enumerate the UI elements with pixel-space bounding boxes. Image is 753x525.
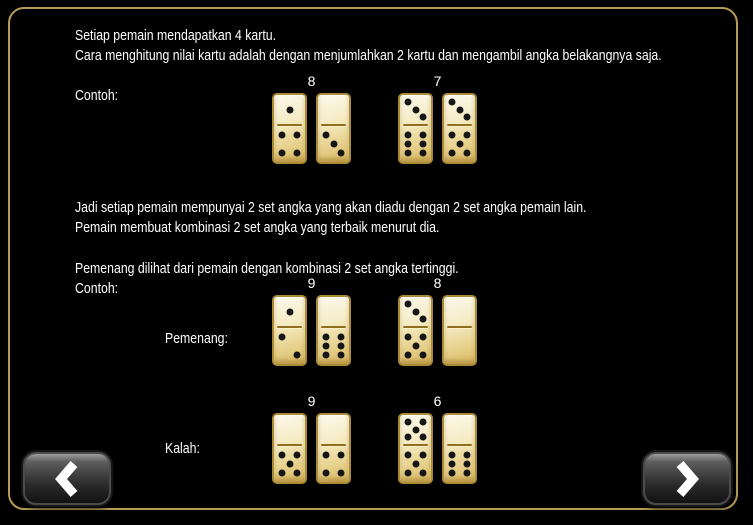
domino-card [272,413,307,484]
domino-pip [330,141,337,148]
domino-half-top [400,297,431,326]
domino-pip [293,470,300,477]
domino-pair-example-8 [272,72,351,164]
domino-pip [412,308,419,315]
instruction-line-2-text: Cara menghitung nilai kartu adalah dengan menjumlahkan 2 kartu dan mengambil angka belakangnya saja. [75,47,662,64]
instruction-line-2 [75,47,753,64]
domino-half-bottom [318,126,349,162]
domino-half-top [274,415,305,444]
domino-pip [405,301,412,308]
domino-card [398,295,433,366]
next-page-button[interactable] [643,452,731,505]
domino-pip [323,352,330,359]
example-2-label [75,280,128,297]
domino-pip [419,419,426,426]
domino-pip [286,461,293,468]
pair-value-label: 9 [307,393,316,409]
domino-pip [449,451,456,458]
domino-card [272,295,307,366]
winner-label-text: Pemenang: [165,330,228,347]
prev-page-button[interactable] [23,452,111,505]
domino-pip [293,352,300,359]
domino-half-top [274,95,305,124]
domino-pip [419,470,426,477]
instruction-line-4-text: Pemain membuat kombinasi 2 set angka yang terbaik menurut dia. [75,219,440,236]
domino-card [316,93,351,164]
example-1-label [75,87,128,104]
domino-pair-loser-6 [398,392,477,484]
domino-pip [286,308,293,315]
domino-pip [405,333,412,340]
domino-half-bottom [444,328,475,364]
domino-pip [419,150,426,157]
domino-pip [449,131,456,138]
domino-pip [323,131,330,138]
domino-half-bottom [274,126,305,162]
domino-pip [337,352,344,359]
domino-cards [272,93,351,164]
domino-pip [463,114,470,121]
domino-pip [419,316,426,323]
domino-card [442,413,477,484]
domino-pip [279,150,286,157]
domino-pip [449,470,456,477]
loser-label [165,440,208,457]
domino-half-bottom [274,446,305,482]
chevron-right-icon [671,459,703,499]
domino-cards [398,93,477,164]
domino-pair-example-7 [398,72,477,164]
domino-pip [405,99,412,106]
domino-pip [279,470,286,477]
pair-value-label: 6 [433,393,442,409]
domino-pip [463,461,470,468]
domino-pip [456,141,463,148]
example-1-label-text: Contoh: [75,87,119,104]
domino-pip [337,470,344,477]
domino-pip [293,150,300,157]
domino-pip [293,131,300,138]
loser-label-text: Kalah: [165,440,200,457]
domino-half-bottom [444,126,475,162]
domino-pip [419,131,426,138]
domino-half-top [318,415,349,444]
instruction-line-1-text: Setiap pemain mendapatkan 4 kartu. [75,27,277,44]
domino-card [442,295,477,366]
domino-pip [419,352,426,359]
instruction-line-3 [75,199,699,216]
pair-value-label: 9 [307,275,316,291]
winner-label [165,330,242,347]
domino-half-bottom [274,328,305,364]
domino-half-bottom [318,328,349,364]
pair-value-label: 8 [307,73,316,89]
domino-pip [337,343,344,350]
domino-pip [463,451,470,458]
pair-value-label: 7 [433,73,442,89]
domino-half-bottom [400,328,431,364]
instruction-line-5-text: Pemenang dilihat dari pemain dengan kombinasi 2 set angka tertinggi. [75,260,459,277]
pair-value-label: 8 [433,275,442,291]
domino-half-bottom [400,126,431,162]
instruction-line-3-text: Jadi setiap pemain mempunyai 2 set angka yang akan diadu dengan 2 set angka pemain lain. [75,199,587,216]
domino-pair-loser-9 [272,392,351,484]
domino-pair-winner-8 [398,274,477,366]
domino-pip [412,426,419,433]
domino-pip [405,150,412,157]
domino-pip [449,150,456,157]
domino-half-bottom [444,446,475,482]
domino-pip [412,461,419,468]
domino-pip [279,451,286,458]
domino-cards [272,413,351,484]
domino-card [316,295,351,366]
domino-pip [286,106,293,113]
domino-pip [323,333,330,340]
domino-pip [419,333,426,340]
domino-card [316,413,351,484]
domino-pip [463,131,470,138]
domino-half-top [400,95,431,124]
domino-pip [293,451,300,458]
domino-pip [456,106,463,113]
domino-pip [323,451,330,458]
domino-cards [398,413,477,484]
domino-card [442,93,477,164]
domino-pip [419,114,426,121]
domino-half-top [400,415,431,444]
instructions-panel [8,7,738,510]
domino-half-bottom [400,446,431,482]
domino-half-bottom [318,446,349,482]
domino-cards [398,295,477,366]
domino-pip [337,150,344,157]
domino-pip [412,106,419,113]
domino-pip [449,461,456,468]
domino-card [398,413,433,484]
instruction-line-1 [75,27,320,44]
domino-pip [449,99,456,106]
domino-half-top [444,415,475,444]
domino-pip [419,451,426,458]
domino-pip [405,451,412,458]
domino-pip [405,470,412,477]
domino-pip [337,451,344,458]
example-2-label-text: Contoh: [75,280,119,297]
domino-pip [279,131,286,138]
domino-cards [272,295,351,366]
domino-pip [405,131,412,138]
domino-pip [463,150,470,157]
domino-pip [323,470,330,477]
instruction-line-4 [75,219,519,236]
domino-pip [405,352,412,359]
domino-pair-winner-9 [272,274,351,366]
domino-pip [419,434,426,441]
domino-pip [337,333,344,340]
domino-pip [463,470,470,477]
domino-pip [405,141,412,148]
domino-half-top [318,297,349,326]
domino-pip [323,343,330,350]
domino-pip [405,434,412,441]
chevron-left-icon [51,459,83,499]
domino-half-top [318,95,349,124]
domino-half-top [444,95,475,124]
domino-pip [279,333,286,340]
domino-pip [412,343,419,350]
domino-half-top [444,297,475,326]
domino-card [272,93,307,164]
domino-pip [405,419,412,426]
domino-half-top [274,297,305,326]
domino-card [398,93,433,164]
domino-pip [419,141,426,148]
